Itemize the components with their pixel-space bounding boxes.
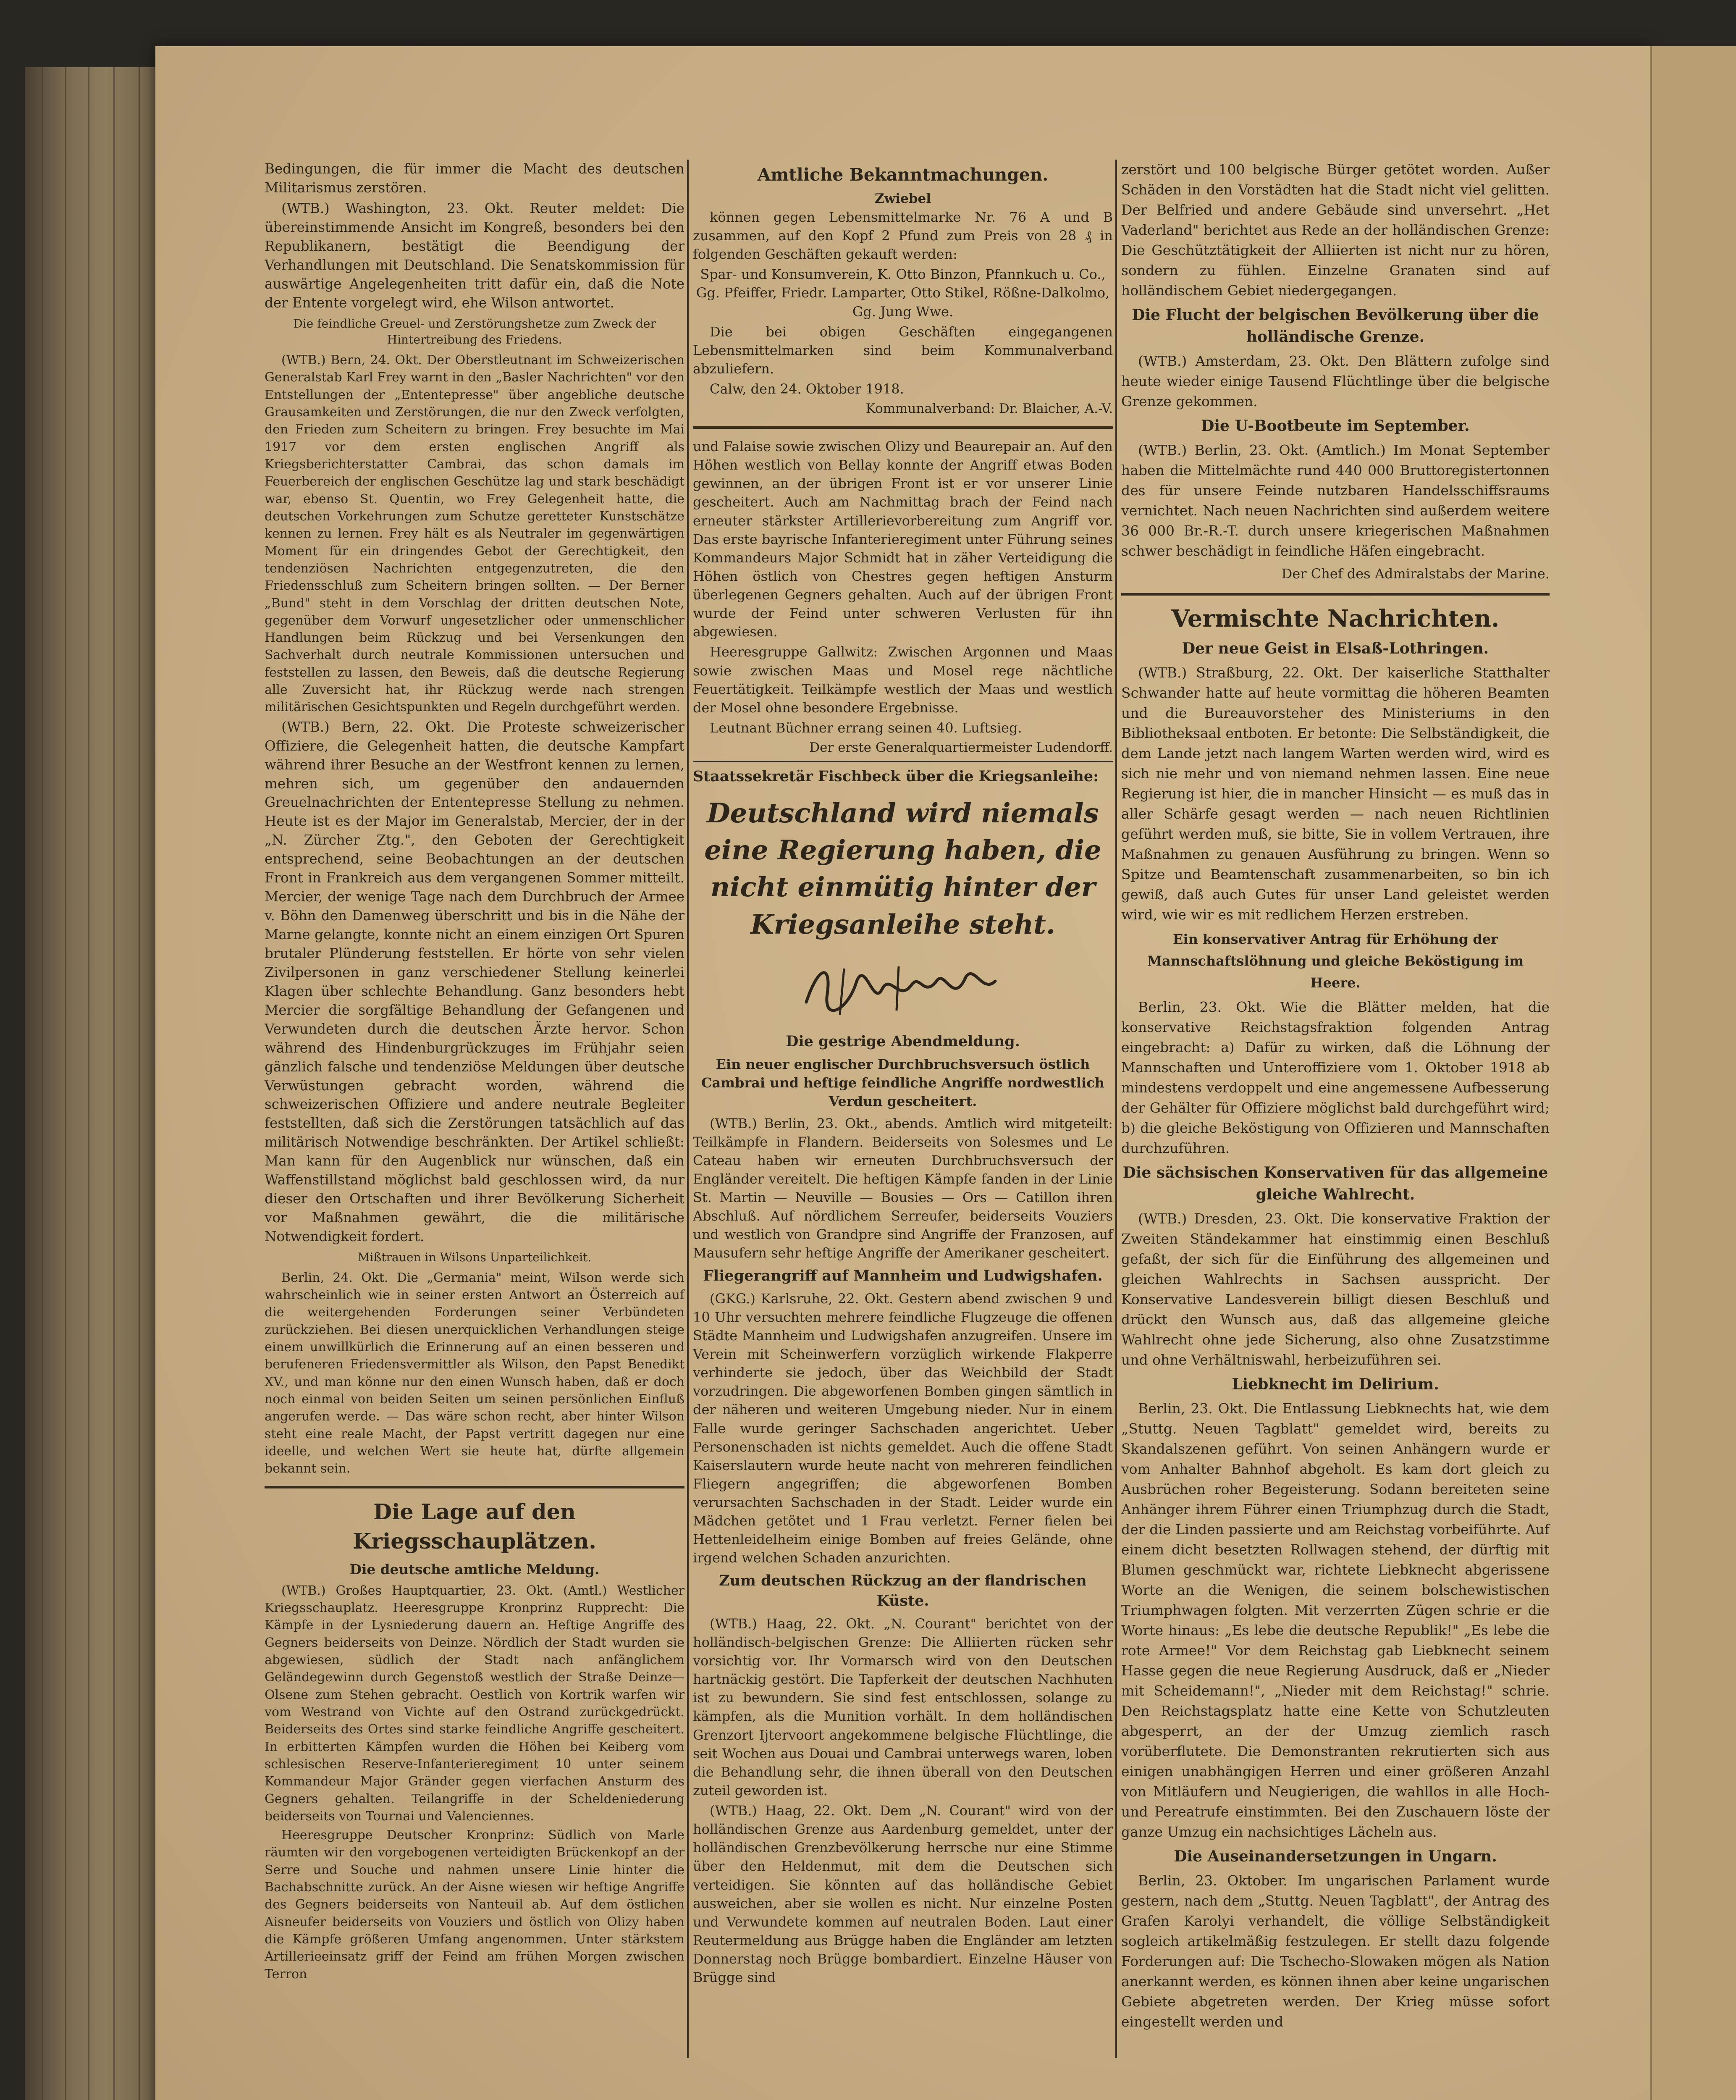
article-text: Berlin, 23. Okt. Wie die Blätter melden, hat die konservative Reichstagsfraktion folgenden Antrag eingebracht: a) Dafür zu wirken, daß die Löhnung der Mannschaften und Unteroffiziere vom 1. Oktober 1918 ab mindestens verdoppelt und eine angemessene Aufbesserung der Gehälter für Offiziere möglichst bald durchgeführt wird; b) die gleiche Beköstigung von Offizieren und Mannschaften durchzuführen. (1121, 999, 1550, 1156)
notice-date: Calw, den 24. Oktober 1918. (710, 381, 904, 397)
column-1 (265, 160, 684, 2074)
article-text: Bedingungen, die für immer die Macht des deutschen Militarismus zerstören. (265, 161, 684, 196)
section-rule (1121, 593, 1550, 596)
article-text: (WTB.) Haag, 22. Okt. „N. Courant" berichtet von der holländisch-belgischen Grenze: Die Alliierten rücken sehr vorsichtig vor. Ihr Vormarsch wird von den Deutschen hartnäckig gestört. Die Tapferkeit der deutschen Nachhuten ist zu bewundern. Sie sind fest entschlossen, solange zu kämpfen, als die Munition vorhält. In dem holländischen Grenzort Ijtervoort angekommene belgische Flüchtlinge, die seit Wochen aus Douai und Cambrai unterwegs waren, loben die Behandlung sehr, die ihnen überall von den Deutschen zuteil geworden ist. (693, 1615, 1113, 1798)
column-3 (1121, 160, 1550, 2074)
column-2 (693, 160, 1113, 2074)
article-text: (WTB.) Washington, 23. Okt. Reuter meldet: Die übereinstimmende Ansicht im Kongreß, besonders bei den Republikanern, bestätigt die Beendigung der Verhandlungen mit Deutschland. Die Senatskommission für auswärtige Angelegenheiten tritt dafür ein, daß die Note der Entente vorgelegt wird, ehe Wilson antwortet. (265, 200, 684, 311)
article-heading: Die deutsche amtliche Meldung. (349, 1561, 600, 1578)
article-heading: Die Flucht der belgischen Bevölkerung über die holländische Grenze. (1132, 306, 1539, 346)
article-text: Berlin, 24. Okt. Die „Germania" meint, Wilson werde sich wahrscheinlich wie in seiner ersten Antwort an Österreich auf die weitergehenden Forderungen seiner Verbündeten zurückziehen. Bei diesen unerquicklichen Verhandlungen steige einem unwillkürlich die Erinnerung auf an einen besseren und berufeneren Friedensvermittler als Wilson, den Papst Benedikt XV., und man könne nur den einen Wunsch haben, daß er doch noch einmal von beiden Seiten um seinen persönlichen Einfluß angerufen werde. — Das wäre schon recht, aber hinter Wilson steht eine reale Macht, der Papst vertritt dagegen nur eine ideelle, und welchen Wert sie heute hat, dürfte allgemein bekannt sein. (265, 1270, 684, 1476)
notice-title: Amtliche Bekanntmachungen. (757, 165, 1049, 185)
article-heading: Die Auseinandersetzungen in Ungarn. (1174, 1848, 1497, 1865)
section-rule (693, 426, 1113, 429)
article-heading: Die gestrige Abendmeldung. (786, 1033, 1020, 1050)
article-heading: Mißtrauen in Wilsons Unparteilichkeit. (357, 1250, 592, 1264)
notice-text: können gegen Lebensmittelmarke Nr. 76 A und B zusammen, auf den Kopf 2 Pfund zum Preis von 28 ₰ in folgenden Geschäften gekauft werden: (693, 209, 1113, 262)
article-text: Berlin, 23. Okt. Die Entlassung Liebknechts hat, wie dem „Stuttg. Neuen Tagblatt" gemeldet wird, bereits zu Skandalszenen geführt. Von seinen Anhängern wurde er vom Anhalter Bahnhof abgeholt. Es kam dort gleich zu Ausbrüchen roher Begeisterung. Sodann bereiteten seine Anhänger ihrem Führer einen Triumphzug durch die Stadt, der die Linden passierte und am Reichstag vorbeiführte. Auf einem dicht besetzten Rollwagen stehend, der dürftig mit Blumen geschmückt war, richtete Liebknecht abgerissene Worte an die Wenigen, die seinem bolschewistischen Triumphwagen folgten. Mit verzerrten Zügen schrie er die Worte hinaus: „Es lebe die deutsche Republik!" „Es lebe die rote Armee!" Vor dem Reichstag gab Liebknecht seinem Hasse gegen die neue Regierung Ausdruck, daß er „Nieder mit Scheidemann!", „Nieder mit dem Reichstag!" schrie. Den Reichstagsplatz hatte eine Kette von Schutzleuten abgesperrt, an der der Umzug ziemlich rasch vorüberflutete. Die Demonstranten rekrutierten sich aus einigen unabhängigen Herren und einer größeren Anzahl von Mitläufern und Neugierigen, die wahllos in alle Hoch- und Pereatrufe einstimmten. Bei den Zuschauern löste der ganze Umzug ein nachsichtiges Lächeln aus. (1121, 1400, 1550, 1840)
article-text: (WTB.) Straßburg, 22. Okt. Der kaiserliche Statthalter Schwander hatte auf heute vormittag die höheren Beamten und die Bureauvorsteher des Ministeriums in den Bibliotheksaal entboten. Er betonte: Die Selbständigkeit, die dem Lande jetzt nach langem Warten werden wird, wird es sich nie mehr und von niemand nehmen lassen. Eine neue Regierung ist hier, die in mancher Hinsicht — es muß das in aller Schärfe gesagt werden — nach neuen Richtlinien geführt werden muß, sie bitte, Sie in vollem Vertrauen, ihre Maßnahmen zu genauen Ausführung zu bringen. Wenn so Spitze und Beamtenschaft zusammenarbeiten, so bin ich gewiß, daß auch Gutes für unser Land geleistet werden wird, wie wir es mit redlichem Herzen erstreben. (1121, 664, 1550, 923)
article-text: Heeresgruppe Deutscher Kronprinz: Südlich von Marle räumten wir den vorgebogenen verteidigten Brückenkopf an der Serre und Souche und nahmen unsere Linie hinter die Bachabschnitte zurück. An der Aisne wiesen wir heftige Angriffe des Gegners beiderseits von Nanteuil ab. Auf dem östlichen Aisneufer beiderseits von Vouziers und östlich von Olizy haben die Kämpfe größeren Umfang angenommen. Unter stärkstem Artillerieeinsatz griff der Feind am frühen Morgen zwischen Terron (265, 1828, 684, 1982)
handwritten-signature (794, 956, 1012, 1019)
page-stack-edge (25, 67, 160, 2100)
column-rule (1115, 160, 1117, 2058)
article-text: (WTB.) Haag, 22. Okt. Dem „N. Courant" wird von der holländischen Grenze aus Aardenburg gemeldet, unter der holländischen Grenzbevölkerung herrsche nur eine Stimme über den Heldenmut, mit dem die Deutschen sich verteidigen. Sie könnten auf das holländische Gebiet ausweichen, aber sie wollen es nicht. Nur einzelne Posten und Verwundete kommen auf neutralen Boden. Laut einer Reutermeldung aus Brügge haben die Engländer am letzten Donnerstag noch Brügge bombardiert. Einzelne Häuser von Brügge sind (693, 1803, 1113, 1986)
column-rule (687, 160, 689, 2058)
article-heading: Zum deutschen Rückzug an der flandrischen Küste. (719, 1572, 1087, 1609)
article-text: und Falaise sowie zwischen Olizy und Beaurepair an. Auf den Höhen westlich von Bellay konnte der Angriff etwas Boden gewinnen, an der übrigen Front ist er vor unserer Linie gescheitert. Auch am Nachmittag brach der Feind nach erneuter stärkster Artillerievorbereitung zum Angriff vor. Das erste bayrische Infanterieregiment unter Führung seines Kommandeurs Major Schmidt hat in zäher Verteidigung die Höhen östlich von Chestres gegen heftigen Ansturm überlegenen Gegners gehalten. Auch auf der übrigen Front wurde der Feind unter schweren Verlusten für ihn abgewiesen. (693, 438, 1113, 640)
article-subheading: Ein neuer englischer Durchbruchsversuch östlich Cambrai und heftige feindliche Angriffe nordwestlich Verdun gescheitert. (701, 1056, 1104, 1110)
article-heading: Ein konservativer Antrag für Erhöhung der Mannschaftslöhnung und gleiche Beköstigung im Heere. (1147, 931, 1524, 991)
notice-text: Spar- und Konsumverein, K. Otto Binzon, Pfannkuch u. Co., Gg. Pfeiffer, Friedr. Lamparter, Otto Stikel, Rößne-Dalkolmo, Gg. Jung Wwe. (696, 266, 1110, 320)
article-heading: Die sächsischen Konservativen für das allgemeine gleiche Wahlrecht. (1122, 1164, 1548, 1203)
article-text: Leutnant Büchner errang seinen 40. Luftsieg. (710, 719, 1022, 736)
article-text: (WTB.) Amsterdam, 23. Okt. Den Blättern zufolge sind heute wieder einige Tausend Flüchtlinge über die belgische Grenze gekommen. (1121, 353, 1550, 410)
article-text: (WTB.) Berlin, 23. Okt. (Amtlich.) Im Monat September haben die Mittelmächte rund 440 000 Bruttoregistertonnen des für unsere Feinde nutzbaren Handelsschiffsraums vernichtet. Nach neuen Nachrichten sind außerdem weitere 36 000 Br.-R.-T. durch unsere kriegerischen Maßnahmen schwer beschädigt in feindliche Häfen eingebracht. (1121, 442, 1550, 559)
article-heading: Der neue Geist in Elsaß-Lothringen. (1182, 640, 1489, 657)
article-text: (WTB.) Großes Hauptquartier, 23. Okt. (Amtl.) Westlicher Kriegsschauplatz. Heeresgruppe Kronprinz Rupprecht: Die Kämpfe in der Lysniederung dauern an. Heftige Angriffe des Gegners beiderseits von Deinze. Nördlich der Stadt wurden sie abgewiesen, südlich der Stadt nach anfänglichem Geländegewinn durch Gegenstoß westlich der Straße Deinze—Olsene zum Stehen gebracht. Oestlich von Kortrik warfen wir vom Westrand von Vichte auf den Ostrand zurückgedrückt. Beiderseits des Ortes sind starke feindliche Angriffe gescheitert. In erbitterten Kämpfen wurden die Höhen bei Keiberg vom schlesischen Reserve-Infanterieregiment 10 unter seinem Kommandeur Major Gränder gegen vierfachen Ansturm des Gegners gehalten. Teilangriffe in der Scheldeniederung beiderseits von Tournai und Valenciennes. (265, 1583, 684, 1824)
article-heading: Staatssekretär Fischbeck über die Kriegsanleihe: (693, 767, 1099, 785)
section-heading: Die Lage auf den Kriegsschauplätzen. (353, 1499, 596, 1554)
article-heading: Liebknecht im Delirium. (1232, 1376, 1439, 1393)
article-text: zerstört und 100 belgische Bürger getötet worden. Außer Schäden in den Vorstädten hat die Stadt nicht viel gelitten. Der Belfried und andere Gebäude sind unversehrt. „Het Vaderland" berichtet aus Rede an der holländischen Grenze: Die Geschütztätigkeit der Alliierten ist nicht nur zu hören, sondern zu fühlen. Einzelne Granaten sind auf holländischem Gebiet niedergegangen. (1121, 161, 1550, 299)
section-rule (693, 761, 1113, 762)
section-heading: Vermischte Nachrichten. (1171, 605, 1500, 633)
article-text: (WTB.) Bern, 24. Okt. Der Oberstleutnant im Schweizerischen Generalstab Karl Frey warnt in den „Basler Nachrichten" vor den Entstellungen der „Ententepresse" über angebliche deutsche Grausamkeiten und Zerstörungen, die nur den Zweck verfolgten, den Frieden zum Scheitern zu bringen. Frey besuchte im Mai 1917 vor dem ersten englischen Angriff als Kriegsberichterstatter Cambrai, das schon damals im Feuerbereich der englischen Geschütze lag und stark beschädigt war, ebenso St. Quentin, wo Frey Gelegenheit hatte, die deutschen Vorkehrungen zum Schutze geretteter Kunstschätze kennen zu lernen. Frey hält es als Neutraler im gegenwärtigen Moment für ein dringendes Gebot der Gerechtigkeit, den tendenziösen Nachrichten entgegenzutreten, die den Friedensschluß zum Scheitern bringen sollten. — Der Berner „Bund" steht in dem Vorschlag der dritten deutschen Note, gegenüber dem Vorwurf ungesetzlicher oder unmenschlicher Handlungen beim Rückzug und bei Versenkungen den Sachverhalt durch neutrale Kommissionen untersuchen und feststellen zu lassen, den Beweis, daß die deutsche Regierung alle Zuversicht hat, ihr Rückzug werde nach strengen militärischen Gesichtspunkten und Regeln durchgeführt werden. (265, 353, 684, 715)
article-text: (WTB.) Bern, 22. Okt. Die Proteste schweizerischer Offiziere, die Gelegenheit hatten, die deutsche Kampfart während ihrer Besuche an der Westfront kennen zu lernen, mehren sich, um gegenüber den andauernden Greuelnachrichten der Ententepresse Stellung zu nehmen. Heute ist es der Major im Generalstab, Mercier, der in der „N. Zürcher Ztg.", den Geboten der Gerechtigkeit entsprechend, seine Beobachtungen an der deutschen Front in Frankreich aus dem vergangenen Sommer mitteilt. Mercier, der wenige Tage nach dem Durchbruch der Armee v. Böhn den Damenweg überschritt und bis in die Nähe der Marne gelangte, konnte nicht an einem einzigen Ort Spuren brutaler Plünderung feststellen. Er hörte von sehr vielen Zivilpersonen in ganz verschiedener Stellung keinerlei Klagen über schlechte Behandlung. Ganz besonders hebt Mercier die sorgfältige Behandlung der Gefangenen und Verwundeten durch die deutschen Ärzte hervor. Schon während des Hindenburgrückzuges im Frühjahr seien gänzlich falsche und tendenziöse Meldungen über deutsche Verwüstungen gebracht worden, während die schweizerischen Offiziere und andere neutrale Begleiter feststellten, daß sich die Zerstörungen tatsächlich auf das militärisch Notwendige beschränkten. Der Artikel schließt: Man kann für den Augenblick nur wünschen, daß ein Waffenstillstand möglichst bald geschlossen wird, da nur dieser den Ortschaften und ihrer Bevölkerung Sicherheit vor Maßnahmen gewährt, die die militärische Notwendigkeit fordert. (265, 719, 684, 1244)
notice-subtitle: Zwiebel (875, 191, 931, 207)
notice-signature: Kommunalverband: Dr. Blaicher, A.-V. (865, 401, 1113, 417)
section-rule (265, 1486, 684, 1488)
article-heading: Fliegerangriff auf Mannheim und Ludwigshafen. (703, 1267, 1103, 1284)
quote-heading: Deutschland wird niemals eine Regierung haben, die nicht einmütig hinter der Kriegsanleihe steht. (704, 797, 1101, 940)
article-signature: Der Chef des Admiralstabs der Marine. (1281, 566, 1550, 582)
article-text: (WTB.) Berlin, 23. Okt., abends. Amtlich wird mitgeteilt: Teilkämpfe in Flandern. Beiderseits von Solesmes und Le Cateau haben wir erneuten Durchbruchsversuch der Engländer vereitelt. Die heftigen Kämpfe fanden in der Linie St. Martin — Neuville — Bousies — Ors — Catillon ihren Abschluß. Auf nördlichem Serreufer, beiderseits Vouziers und westlich von Grandpre sind Angriffe der Franzosen, auf Mausufern sehr heftige Angriffe der Amerikaner gescheitert. (693, 1115, 1113, 1261)
article-text: Berlin, 23. Oktober. Im ungarischen Parlament wurde gestern, nach dem „Stuttg. Neuen Tagblatt", der Antrag des Grafen Karolyi verhandelt, die völlige Selbständigkeit sogleich artikelmäßig festzulegen. Er stellt dazu folgende Forderungen auf: Die Tschecho-Slowaken mögen als Nation anerkannt werden, es können ihnen aber keine ungarischen Gebiete abgetreten werden. Der Krieg müsse sofort eingestellt werden und (1121, 1872, 1550, 2030)
article-heading: Die feindliche Greuel- und Zerstörungshetze zum Zweck der Hintertreibung des Friedens. (293, 316, 656, 347)
article-heading: Die U-Bootbeute im September. (1201, 417, 1470, 435)
article-signature: Der erste Generalquartiermeister Ludendorff. (809, 740, 1113, 756)
article-text: (GKG.) Karlsruhe, 22. Okt. Gestern abend zwischen 9 und 10 Uhr versuchten mehrere feindliche Flugzeuge die offenen Städte Mannheim und Ludwigshafen anzugreifen. Unsere im Verein mit Scheinwerfern vorzüglich wirkende Flakperre verhinderte sie jedoch, über das Weichbild der Stadt vorzudringen. Die abgeworfenen Bomben gingen sämtlich in der näheren und weiteren Umgebung nieder. Nur in einem Falle wurde geringer Sachschaden angerichtet. Ueber Personenschaden ist nichts gemeldet. Auch die offene Stadt Kaiserslautern wurde heute nacht von mehreren feindlichen Fliegern angegriffen; die abgeworfenen Bomben verursachten Sachschaden in der Stadt. Leider wurde ein Mädchen getötet und 1 Frau verletzt. Ferner fielen bei Hettenleidelheim einige Bomben auf freies Gelände, ohne irgend welchen Schaden anzurichten. (693, 1290, 1113, 1566)
notice-text: Die bei obigen Geschäften eingegangenen Lebensmittelmarken sind beim Kommunalverband abzuliefern. (693, 323, 1113, 377)
article-text: (WTB.) Dresden, 23. Okt. Die konservative Fraktion der Zweiten Ständekammer hat einstimmig einen Beschluß gefaßt, der sich für die Einführung des allgemeinen und gleichen Wahlrechts in Sachsen ausspricht. Der Konservative Landesverein billigt diesen Beschluß und drückt den Wunsch aus, daß das allgemeine gleiche Wahlrecht ohne jede Sicherung, also ohne Zusatzstimme und ohne Verhältniswahl, herbeizuführen sei. (1121, 1210, 1550, 1368)
adjacent-page-edge (1650, 46, 1736, 2100)
article-text: Heeresgruppe Gallwitz: Zwischen Argonnen und Maas sowie zwischen Maas und Mosel rege nächtliche Feuertätigkeit. Teilkämpfe westlich der Maas und westlich der Mosel ohne besondere Ergebnisse. (693, 644, 1113, 716)
